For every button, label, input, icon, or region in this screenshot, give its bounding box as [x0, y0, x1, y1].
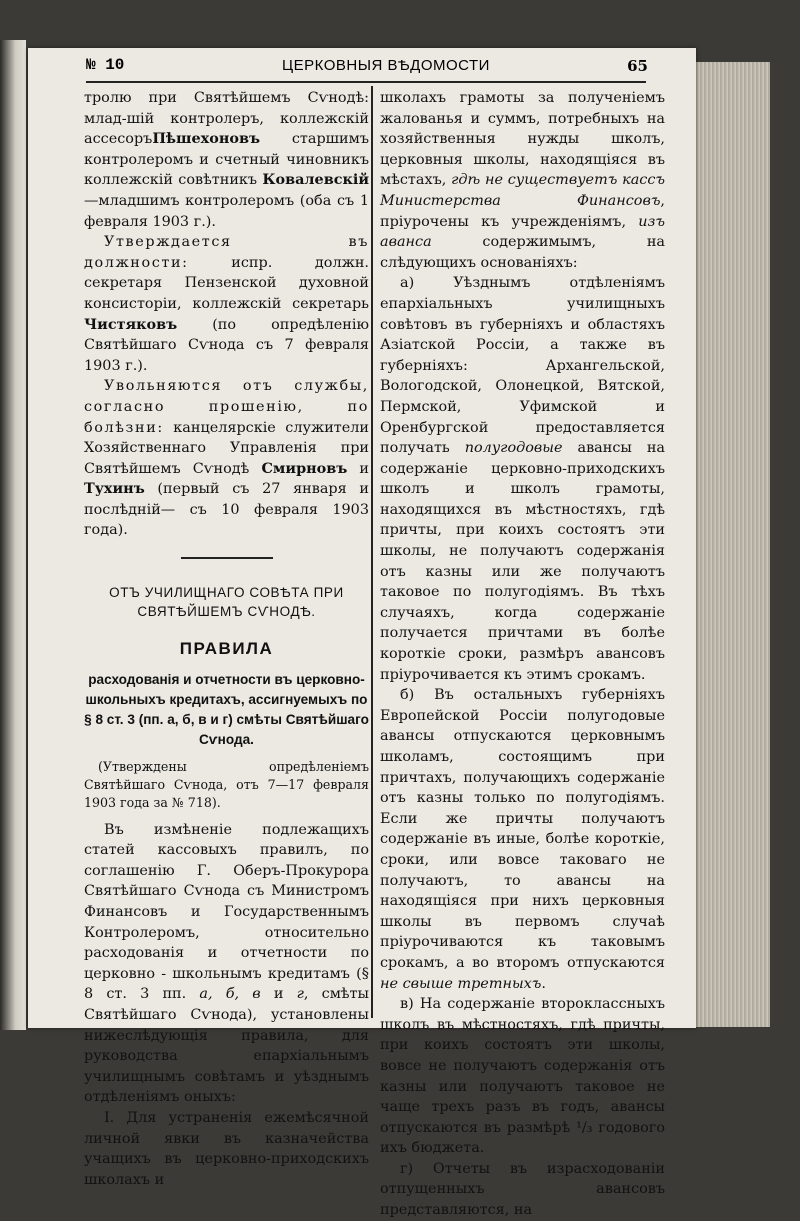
- previous-page-edge: [0, 40, 26, 1030]
- text-run: Тухинъ: [84, 480, 145, 498]
- right-column: [380, 88, 665, 1221]
- text-run: гдѣ не существуетъ кассъ Министерства Финансовъ: [380, 172, 665, 209]
- text-run: не свыше третныхъ: [380, 975, 542, 992]
- text-run: авансы на содержаніе церковно-приходскихъ школъ и школъ грамоты, находящихся въ мѣстностяхъ, гдѣ причты, при коихъ состоятъ эти школы, не получаютъ содержанія отъ казны или же получаютъ таковое по полугодіямъ. Въ тѣхъ случаяхъ, когда содержаніе получается причтами въ болѣе короткіе сроки, размѣръ авансовъ пріурочивается къ этимъ срокамъ.: [380, 440, 665, 683]
- text-run: и: [260, 986, 297, 1003]
- paragraph: [84, 88, 369, 232]
- book-page: [28, 48, 696, 1219]
- text-run: а) Уѣзднымъ отдѣленіямъ епархіальныхъ училищныхъ совѣтовъ въ губерніяхъ и областяхъ Азіатской Россіи, а также въ губерніяхъ: Архангельской, Вологодской, Олонецкой, Вятской, Пермской, Уфимской и Оренбургской предоставляется получать: [380, 275, 665, 457]
- text-run: в) На содержаніе второклассныхъ школъ въ мѣстностяхъ, гдѣ причты, при коихъ состоятъ эти школы, вовсе не получаютъ содержанія отъ казны или получаютъ таковое не чаще трехъ разъ въ годъ, авансы отпускаются въ размѣрѣ ¹/₃ годового ихъ бюджета.: [380, 996, 665, 1157]
- text-run: г) Отчеты въ израсходованіи отпущенныхъ авансовъ представляются, на: [380, 1160, 665, 1219]
- rules-subtitle: расходованія и отчетности въ церковно-школьныхъ кредитахъ, ассигнуемыхъ по § 8 ст. 3 (пп. а, б, в и г) смѣты Святѣйшаго Сѵнода.: [84, 671, 369, 747]
- text-run: —младшимъ контролеромъ (оба съ 1 февраля 1903 г.).: [84, 192, 369, 230]
- text-run: канцелярскіе служители Хозяйственнаго Управленія при Святѣйшемъ Сѵнодѣ: [84, 419, 369, 477]
- text-run: старшимъ контролеромъ и счетный чиновникъ коллежскій совѣтникъ: [84, 131, 369, 189]
- text-run: Въ измѣненіе подлежащихъ статей кассовыхъ правилъ, по соглашенію Г. Оберъ-Прокурора Святѣйшаго Сѵнода съ Министромъ Финансовъ и Государственнымъ Контролеромъ, относительно расходованія и отчетности по церковно - школьнымъ кредитамъ (§ 8 ст. 3 пп.: [84, 821, 369, 1003]
- paragraph: [380, 994, 665, 1159]
- page-number: 65: [627, 57, 648, 75]
- approval-note: (Утверждены опредѣленіемъ Святѣйшаго Сѵнода, отъ 7—17 февраля 1903 года за № 718).: [84, 758, 369, 810]
- text-run: полугодовые: [464, 440, 563, 457]
- section-separator: [181, 557, 273, 559]
- issue-number: № 10: [86, 56, 125, 74]
- paragraph: [84, 820, 369, 1108]
- paragraph: [380, 1159, 665, 1221]
- paragraph: [84, 1108, 369, 1190]
- text-run: Пѣшехоновъ: [152, 130, 260, 148]
- text-run: б) Въ остальныхъ губерніяхъ Европейской Россіи полугодовые авансы отпускаются церковнымъ школамъ, состоящимъ при причтахъ, получающихъ содержаніе отъ казны только по полугодіямъ. Если же причты получаютъ содержаніе въ иные, болѣе короткіе, сроки, или вовсе таковаго не получаютъ, то авансы на находящіяся при нихъ церковныя школы въ первомъ случаѣ пріурочиваются къ таковымъ срокамъ, а во второмъ отпускаются: [380, 687, 665, 971]
- journal-title: ЦЕРКОВНЫЯ ВѢДОМОСТИ: [282, 57, 490, 74]
- text-run: шій контролеръ, коллежскій ассесоръ: [84, 110, 369, 148]
- paragraph: [380, 685, 665, 994]
- text-run: , пріурочены къ учрежденіямъ,: [380, 192, 665, 230]
- paragraph: [84, 232, 369, 376]
- text-run: г: [296, 986, 304, 1003]
- text-run: Утверждается въ должности:: [84, 234, 369, 271]
- text-run: Ковалевскій: [262, 171, 369, 189]
- page-stack-edge: [690, 62, 770, 1027]
- text-run: тролю при Святѣйшемъ Сѵнодѣ: млад-: [84, 90, 369, 127]
- text-run: I. Для устраненія ежемѣсячной личной явки въ казначейства учащихъ въ церковно-приходскихъ школахъ и: [84, 1109, 369, 1188]
- text-run: , смѣты Святѣйшаго Сѵнода), установлены нижеслѣдующія правила, для руководства епархіальнымъ училищнымъ совѣтамъ и уѣзднымъ отдѣленіямъ оныхъ:: [84, 986, 369, 1106]
- paragraph: [380, 273, 665, 685]
- text-run: (по опредѣленію Святѣйшаго Сѵнода съ 7 февраля 1903 г.).: [84, 316, 369, 374]
- text-run: изъ аванса: [380, 213, 665, 251]
- column-divider: [371, 86, 373, 1018]
- paragraph: [380, 88, 665, 273]
- text-run: .: [541, 975, 546, 992]
- text-run: Смирновъ: [261, 459, 348, 477]
- text-run: Чистяковъ: [84, 315, 178, 333]
- paragraph: [84, 376, 369, 541]
- section-heading: ОТЪ УЧИЛИЩНАГО СОВѢТА ПРИ СВЯТѢЙШЕМЪ СѴНОДѢ.: [109, 585, 344, 620]
- text-run: и: [347, 460, 369, 477]
- text-run: школахъ грамоты за полученіемъ жалованья и суммъ, потребныхъ на хозяйственныя нужды школъ, церковныя школы, находящіяся въ мѣстахъ,: [380, 90, 665, 189]
- text-run: содержимымъ, на слѣдующихъ основаніяхъ:: [380, 234, 665, 271]
- text-run: а, б, в: [199, 986, 261, 1003]
- running-header: [86, 56, 686, 78]
- text-run: Увольняются отъ службы, согласно прошенію, по болѣзни:: [84, 378, 369, 436]
- left-column: [84, 88, 369, 1190]
- text-run: испр. должн. секретаря Пензенской духовной консисторіи, коллежскій секретарь: [84, 254, 369, 312]
- text-run: (первый съ 27 января и послѣдній— съ 10 февраля 1903 года).: [84, 481, 369, 539]
- header-rule: [86, 81, 646, 83]
- rules-title: ПРАВИЛА: [179, 639, 274, 659]
